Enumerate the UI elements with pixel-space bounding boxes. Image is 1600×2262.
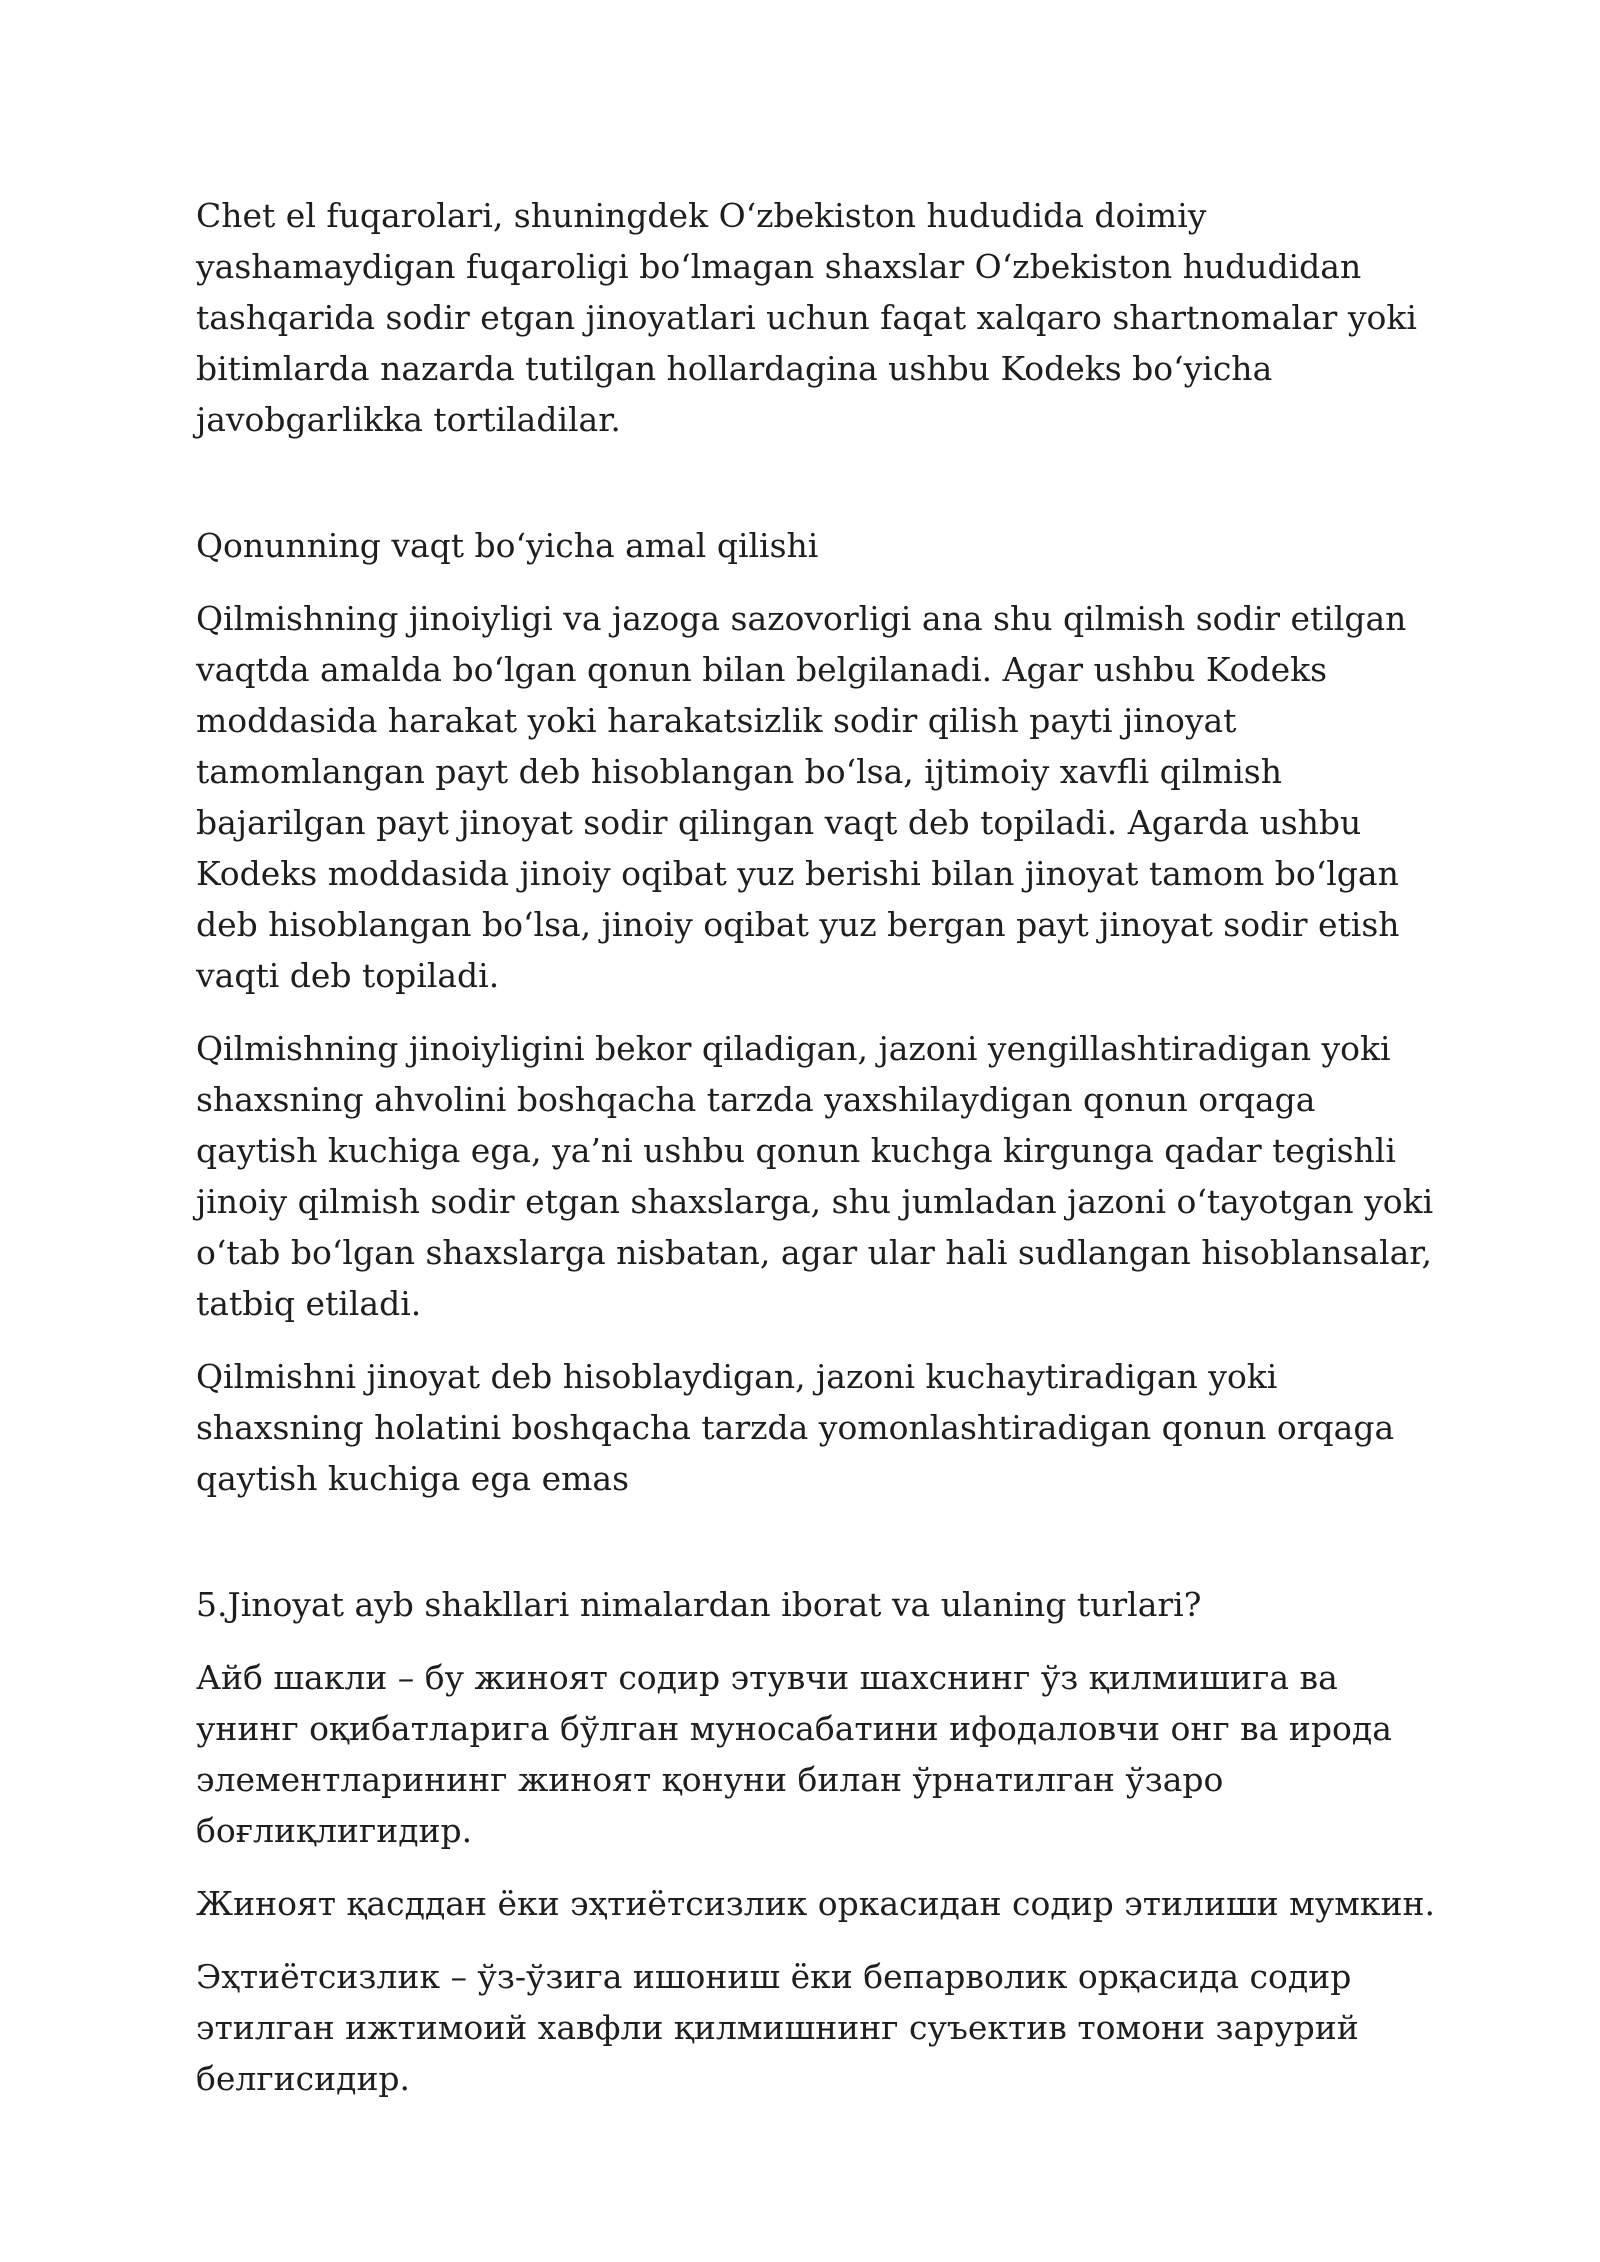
- section-heading-forms-of-guilt: 5.Jinoyat ayb shakllari nimalardan iborat va ulaning turlari?: [196, 1585, 1202, 1624]
- document-page: [196, 190, 1436, 2126]
- paragraph-foreigners-liability: Chet el fuqarolari, shuningdek Oʻzbekiston hududida doimiy yashamaydigan fuqaroligi boʻlmagan shaxslar Oʻzbekiston hududidan tashqarida sodir etgan jinoyatlari uchun faqat xalqaro shartnomalar yoki bitimlarda nazarda tutilgan hollardagina ushbu Kodeks boʻyicha javobgarlikka tortiladilar.: [196, 196, 1417, 439]
- paragraph-no-retroactive-aggravating: Qilmishni jinoyat deb hisoblaydigan, jazoni kuchaytiradigan yoki shaxsning holatini boshqacha tarzda yomonlashtiradigan qonun orqaga qaytish kuchiga ega emas: [196, 1357, 1395, 1498]
- section-heading-law-in-time: Qonunning vaqt boʻyicha amal qilishi: [196, 526, 819, 565]
- paragraph-negligence-definition: Эҳтиётсизлик – ўз-ўзига ишониш ёки бепарволик орқасида содир этилган ижтимоий хавфли қилмишнинг суъектив томони зарурий белгисидир.: [196, 1957, 1359, 2098]
- paragraph-form-of-guilt-definition: Айб шакли – бу жиноят содир этувчи шахснинг ўз қилмишига ва унинг оқибатларига бўлган муносабатини ифодаловчи онг ва ирода элементларининг жиноят қонуни билан ўрнатилган ўзаро боғлиқлигидир.: [196, 1658, 1392, 1850]
- paragraph-retroactive-mitigating: Qilmishning jinoiyligini bekor qiladigan, jazoni yengillashtiradigan yoki shaxsning ahvolini boshqacha tarzda yaxshilaydigan qonun orqaga qaytish kuchiga ega, ya’ni ushbu qonun kuchga kirgunga qadar tegishli jinoiy qilmish sodir etgan shaxslarga, shu jumladan jazoni oʻtayotgan yoki oʻtab boʻlgan shaxslarga nisbatan, agar ular hali sudlangan hisoblansalar, tatbiq etiladi.: [196, 1029, 1434, 1323]
- paragraph-intent-or-negligence: Жиноят қасддан ёки эҳтиётсизлик оркасидан содир этилиши мумкин.: [196, 1884, 1435, 1923]
- paragraph-criminality-determination: Qilmishning jinoiyligi va jazoga sazovorligi ana shu qilmish sodir etilgan vaqtda amalda boʻlgan qonun bilan belgilanadi. Agar ushbu Kodeks moddasida harakat yoki harakatsizlik sodir qilish payti jinoyat tamomlangan payt deb hisoblangan boʻlsa, ijtimoiy xavfli qilmish bajarilgan payt jinoyat sodir qilingan vaqt deb topiladi. Agarda ushbu Kodeks moddasida jinoiy oqibat yuz berishi bilan jinoyat tamom boʻlgan deb hisoblangan boʻlsa, jinoiy oqibat yuz bergan payt jinoyat sodir etish vaqti deb topiladi.: [196, 599, 1407, 995]
